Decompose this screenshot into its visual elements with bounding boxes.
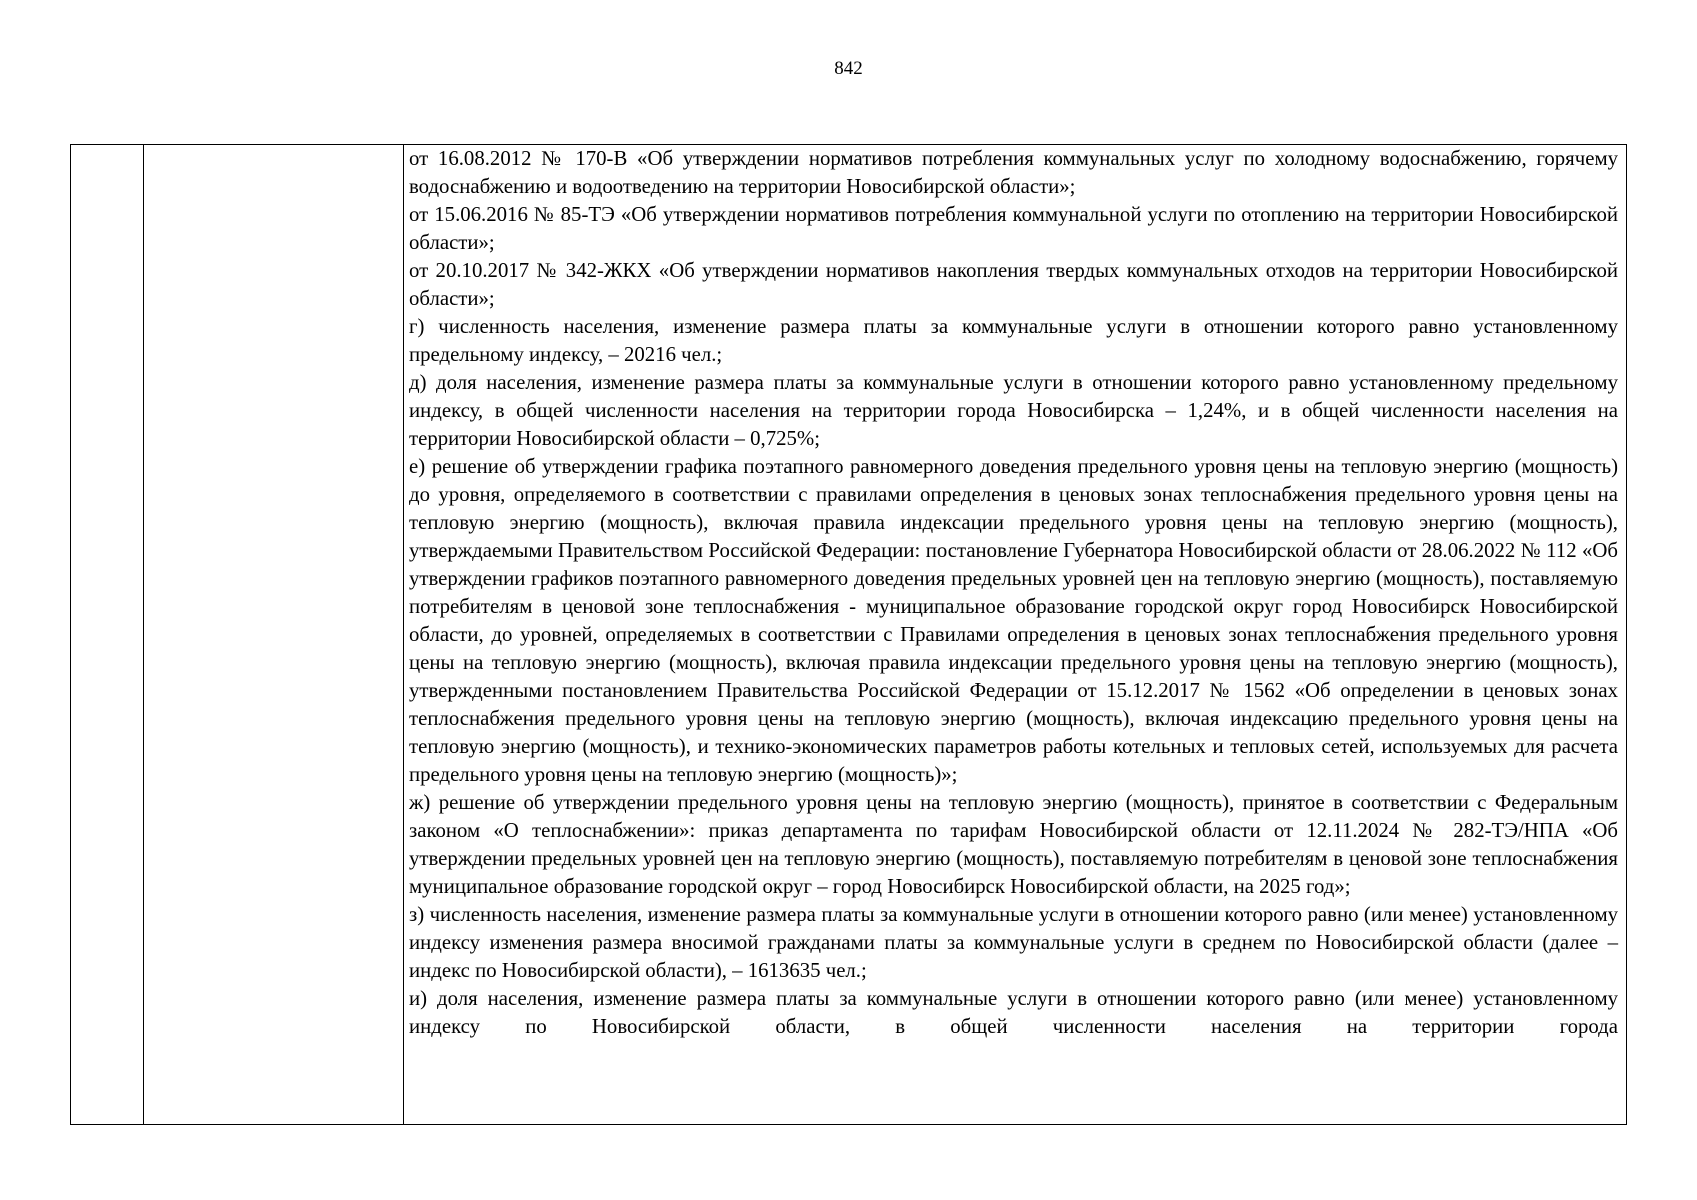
page-number: 842 (834, 58, 863, 79)
cell-text (409, 145, 1618, 1041)
paragraph-item-d: д) доля населения, изменение размера платы за коммунальные услуги в отношении которого равно установленному предельному индексу, в общей численности населения на территории города Новосибирска – 1,24%, и в общей численности населения на территории Новосибирской области – 0,725%; (409, 371, 1618, 450)
paragraph-item-i: и) доля населения, изменение размера платы за коммунальные услуги в отношении которого равно (или менее) установленному индексу по Новосибирской области, в общей численности населения на территории города (409, 987, 1618, 1038)
table-cell-title (144, 145, 404, 1125)
paragraph-item-e: е) решение об утверждении графика поэтапного равномерного доведения предельного уровня цены на тепловую энергию (мощность) до уровня, определяемого в соответствии с правилами определения в ценовых зонах теплоснабжения предельного уровня цены на тепловую энергию (мощность), включая правила индексации предельного уровня цены на тепловую энергию (мощность), утверждаемыми Правительством Российской Федерации: постановление Губернатора Новосибирской области от 28.06.2022 № 112 «Об утверждении графиков поэтапного равномерного доведения предельных уровней цен на тепловую энергию (мощность), поставляемую потребителям в ценовой зоне теплоснабжения - муниципальное образование городской округ город Новосибирск Новосибирской области, до уровней, определяемых в соответствии с Правилами определения в ценовых зонах теплоснабжения предельного уровня цены на тепловую энергию (мощность), включая правила индексации предельного уровня цены на тепловую энергию (мощность), утвержденными постановлением Правительства Российской Федерации от 15.12.2017 № 1562 «Об определении в ценовых зонах теплоснабжения предельного уровня цены на тепловую энергию (мощность), включая индексацию предельного уровня цены на тепловую энергию (мощность), и технико-экономических параметров работы котельных и тепловых сетей, используемых для расчета предельного уровня цены на тепловую энергию (мощность)»; (409, 455, 1618, 786)
table-row (71, 145, 1627, 1125)
paragraph-item-z: з) численность населения, изменение размера платы за коммунальные услуги в отношении которого равно (или менее) установленному индексу изменения размера вносимой гражданами платы за коммунальные услуги в среднем по Новосибирской области (далее – индекс по Новосибирской области), – 1613635 чел.; (409, 903, 1618, 982)
paragraph-resolution-85te: от 15.06.2016 № 85-ТЭ «Об утверждении нормативов потребления коммунальной услуги по отоплению на территории Новосибирской области»; (409, 203, 1618, 254)
paragraph-item-zh: ж) решение об утверждении предельного уровня цены на тепловую энергию (мощность), принятое в соответствии с Федеральным законом «О теплоснабжении»: приказ департамента по тарифам Новосибирской области от 12.11.2024 № 282-ТЭ/НПА «Об утверждении предельных уровней цен на тепловую энергию (мощность), поставляемую потребителям в ценовой зоне теплоснабжения муниципальное образование городской округ – город Новосибирск Новосибирской области, на 2025 год»; (409, 791, 1618, 898)
paragraph-resolution-170v: от 16.08.2012 № 170-В «Об утверждении нормативов потребления коммунальных услуг по холодному водоснабжению, горячему водоснабжению и водоотведению на территории Новосибирской области»; (409, 147, 1618, 198)
table-cell-content (404, 145, 1627, 1125)
paragraph-resolution-342zhkh: от 20.10.2017 № 342-ЖКХ «Об утверждении нормативов накопления твердых коммунальных отходов на территории Новосибирской области»; (409, 259, 1618, 310)
table-cell-number (71, 145, 144, 1125)
paragraph-item-g: г) численность населения, изменение размера платы за коммунальные услуги в отношении которого равно установленному предельному индексу, – 20216 чел.; (409, 315, 1618, 366)
document-table (70, 144, 1627, 1125)
